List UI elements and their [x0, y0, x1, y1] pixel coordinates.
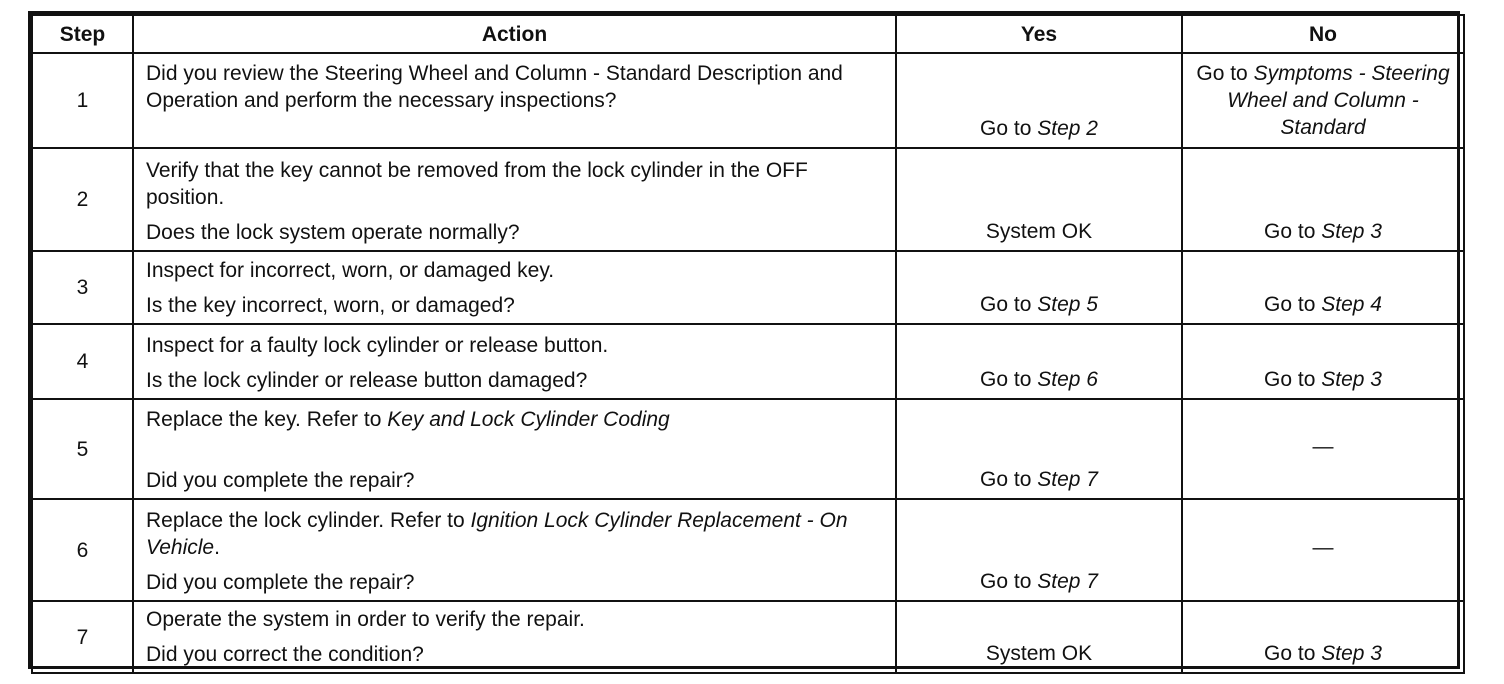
yes-prefix: Go to	[980, 293, 1038, 316]
diagnostic-table-frame	[28, 11, 1460, 669]
step-number: 4	[32, 324, 133, 399]
table-row	[32, 324, 1464, 399]
yes-prefix: Go to	[980, 468, 1038, 491]
no-cell	[1182, 148, 1464, 251]
action-prefix: Replace the lock cylinder. Refer to	[146, 509, 471, 532]
header-no: No	[1182, 15, 1464, 53]
no-cell: —	[1182, 399, 1464, 499]
no-prefix: Go to	[1196, 62, 1254, 85]
table-row	[32, 499, 1464, 601]
yes-prefix: Go to	[980, 117, 1038, 140]
yes-cell: System OK	[896, 601, 1182, 673]
table-row	[32, 399, 1464, 499]
step-number: 3	[32, 251, 133, 324]
action-cell	[133, 53, 896, 148]
yes-prefix: Go to	[980, 570, 1038, 593]
action-question: Is the lock cylinder or release button damaged?	[146, 369, 588, 392]
table-row	[32, 148, 1464, 251]
action-cell	[133, 148, 896, 251]
yes-step-link[interactable]: Step 5	[1037, 293, 1098, 316]
action-question: Does the lock system operate normally?	[146, 221, 520, 244]
key-coding-link[interactable]: Key and Lock Cylinder Coding	[387, 408, 670, 431]
action-question: Is the key incorrect, worn, or damaged?	[146, 294, 515, 317]
action-cell	[133, 399, 896, 499]
lock-cylinder-replacement-link[interactable]: Ignition Lock Cylinder Replacement - On Vehicle	[146, 509, 848, 559]
no-cell	[1182, 251, 1464, 324]
action-question: Did you complete the repair?	[146, 571, 415, 594]
no-prefix: Go to	[1264, 293, 1322, 316]
step-number: 7	[32, 601, 133, 673]
yes-step-link[interactable]: Step 7	[1037, 570, 1098, 593]
action-cell	[133, 324, 896, 399]
action-question: Did you complete the repair?	[146, 469, 415, 492]
action-instruction	[146, 406, 885, 433]
no-symptoms-link[interactable]: Symptoms - Steering Wheel and Column - Standard	[1227, 62, 1450, 139]
header-row	[32, 15, 1464, 53]
action-instruction: Inspect for a faulty lock cylinder or release button.	[146, 334, 609, 357]
no-prefix: Go to	[1264, 368, 1322, 391]
no-step-link[interactable]: Step 3	[1321, 368, 1382, 391]
step-number: 6	[32, 499, 133, 601]
yes-step-link[interactable]: Step 2	[1037, 117, 1098, 140]
no-step-link[interactable]: Step 3	[1321, 642, 1382, 665]
action-text: Did you review the Steering Wheel and Column - Standard Description and Operation and perform the necessary inspections?	[146, 62, 843, 112]
table-row	[32, 251, 1464, 324]
no-step-link[interactable]: Step 3	[1321, 220, 1382, 243]
action-cell	[133, 499, 896, 601]
no-prefix: Go to	[1264, 642, 1322, 665]
yes-step-link[interactable]: Step 6	[1037, 368, 1098, 391]
no-step-link[interactable]: Step 4	[1321, 293, 1382, 316]
step-number: 2	[32, 148, 133, 251]
yes-cell	[896, 251, 1182, 324]
action-question: Did you correct the condition?	[146, 643, 424, 666]
action-cell	[133, 601, 896, 673]
yes-cell	[896, 499, 1182, 601]
no-cell	[1182, 53, 1464, 148]
no-cell	[1182, 601, 1464, 673]
no-cell: —	[1182, 499, 1464, 601]
table-row	[32, 53, 1464, 148]
diagnostic-table	[31, 14, 1465, 674]
action-instruction: Verify that the key cannot be removed from the lock cylinder in the OFF position.	[146, 159, 808, 209]
action-instruction: Inspect for incorrect, worn, or damaged key.	[146, 259, 555, 282]
no-cell	[1182, 324, 1464, 399]
yes-prefix: Go to	[980, 368, 1038, 391]
action-instruction: Operate the system in order to verify the repair.	[146, 608, 585, 631]
table-row	[32, 601, 1464, 673]
yes-cell	[896, 53, 1182, 148]
action-suffix: .	[214, 536, 220, 559]
action-cell	[133, 251, 896, 324]
action-prefix: Replace the key. Refer to	[146, 408, 388, 431]
header-yes: Yes	[896, 15, 1182, 53]
action-instruction	[146, 507, 885, 561]
step-number: 1	[32, 53, 133, 148]
header-step: Step	[32, 15, 133, 53]
yes-cell: System OK	[896, 148, 1182, 251]
yes-cell	[896, 324, 1182, 399]
yes-step-link[interactable]: Step 7	[1037, 468, 1098, 491]
yes-cell	[896, 399, 1182, 499]
no-prefix: Go to	[1264, 220, 1322, 243]
step-number: 5	[32, 399, 133, 499]
header-action: Action	[133, 15, 896, 53]
